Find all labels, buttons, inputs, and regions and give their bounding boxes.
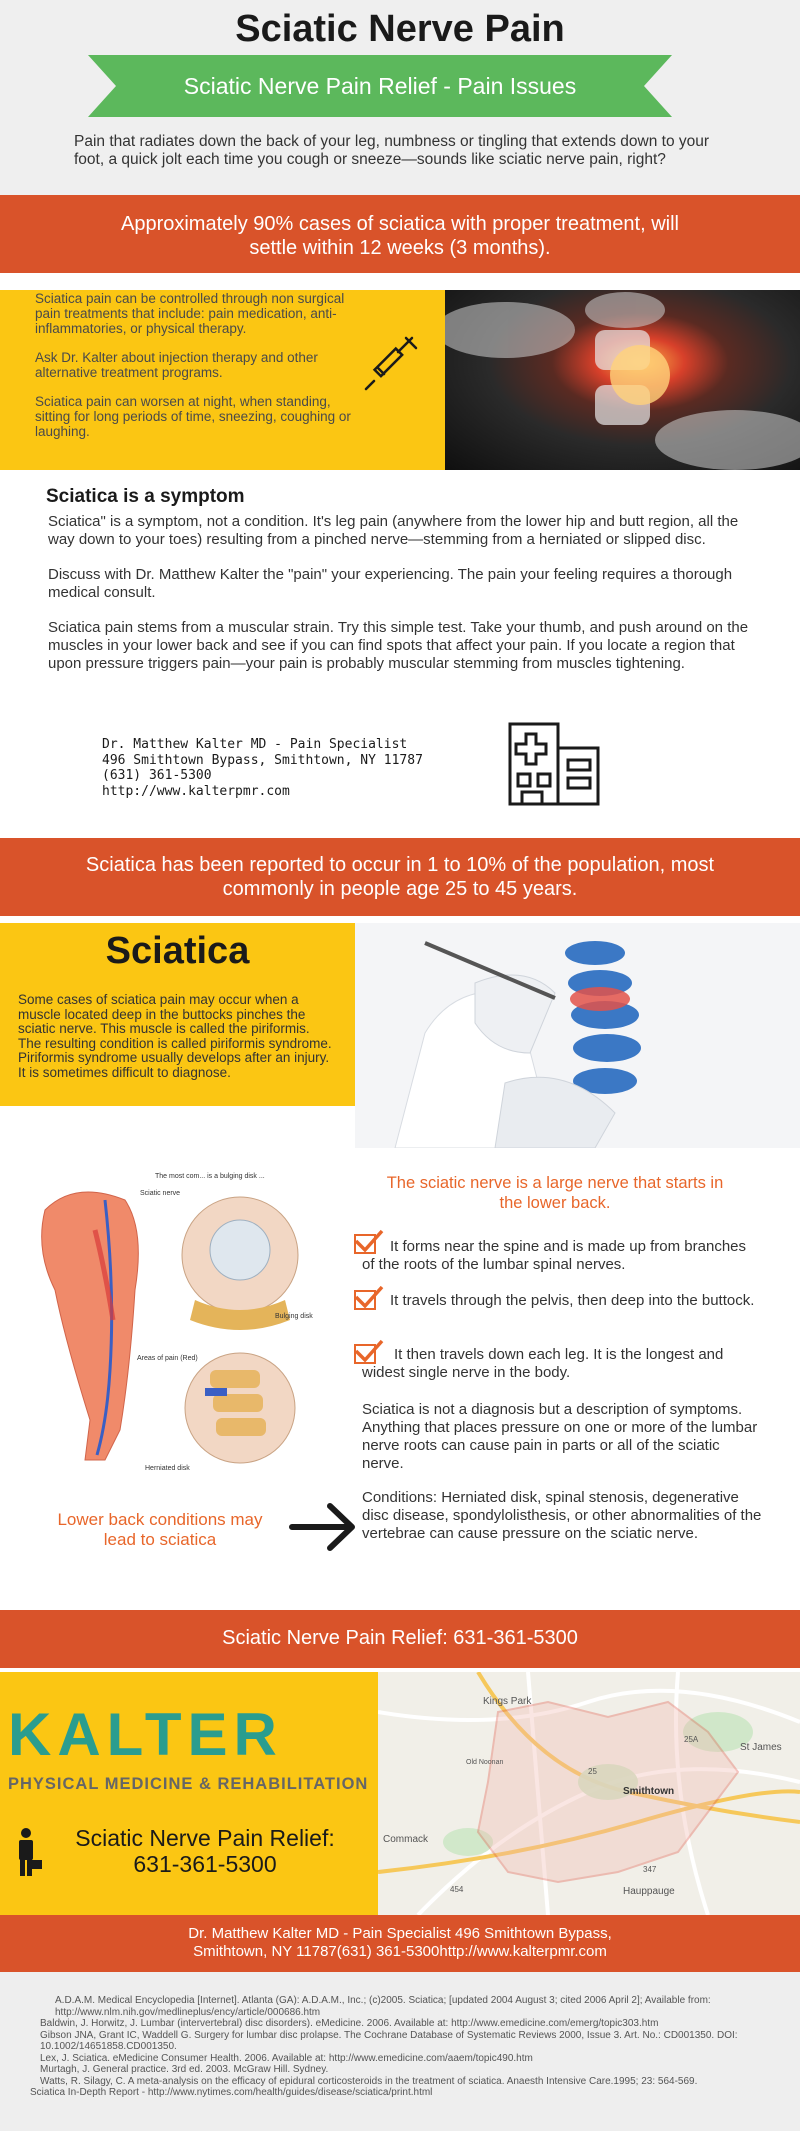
nerve-diagnosis-text: Sciatica is not a diagnosis but a description of symptoms. Anything that places pressure on one or more of the lumbar nerve roots can cause pain in parts or all of the sciatic nerve. <box>362 1401 758 1472</box>
symptom-text <box>48 513 758 690</box>
doctor-spine-photo <box>355 923 800 1148</box>
label-areas-of-pain: Areas of pain (Red) <box>137 1355 198 1362</box>
reference-item: Gibson JNA, Grant IC, Waddell G. Surgery for lumbar disc prolapse. The Cochrane Database of Systematic Reviews 2000, Issue 3. Art. No.: CD001350. DOI: 10.1002/14651858.CD001350. <box>40 2029 738 2052</box>
lower-back-callout: Lower back conditions may lead to sciatica <box>57 1510 263 1549</box>
references-list <box>30 1995 780 2099</box>
nerve-conditions-text: Conditions: Herniated disk, spinal stenosis, degenerative disc disease, spondylolisthesis, or other abnormalities of the vertebrae can cause pressure on the sciatic nerve. <box>362 1489 762 1542</box>
reference-item: Lex, J. Sciatica. eMedicine Consumer Health. 2006. Available at: http://www.emedicine.com/aaem/topic490.htm <box>40 2052 533 2064</box>
sciatica-text: Some cases of sciatica pain may occur when a muscle located deep in the buttocks pinches the sciatic nerve. This muscle is called the piriformis. The resulting condition is called piriformis syndrome. Piriformis syndrome usually develops after an injury. It is sometimes difficult to diagnose. <box>18 992 332 1080</box>
map-label-25: 25 <box>588 1767 597 1776</box>
syringe-icon <box>360 330 420 395</box>
map-label-smithtown: Smithtown <box>623 1786 675 1797</box>
stat-band-population-text: Sciatica has been reported to occur in 1 to 10% of the population, most commonly in people age 25 to 45 years. <box>85 854 715 900</box>
contact-band <box>0 1915 800 1972</box>
symptom-p3: Sciatica pain stems from a muscular strain. Try this simple test. Take your thumb, and push around on the muscles in your lower back and see if you can find spots that affect your pain. If you locate a region that upon pressure triggers pain—your pain is probably muscular stemming from muscles tightening. <box>48 619 749 672</box>
location-map[interactable] <box>378 1672 800 1915</box>
clinic-address <box>102 737 423 799</box>
symptom-heading: Sciatica is a symptom <box>46 486 245 507</box>
phone-band-text[interactable]: Sciatic Nerve Pain Relief: 631-361-5300 <box>222 1627 578 1649</box>
sciatic-anatomy-diagram <box>35 1170 365 1475</box>
map-label-454: 454 <box>450 1885 464 1894</box>
map-label-hauppauge: Hauppauge <box>623 1886 675 1897</box>
kalter-logo: KALTER <box>8 1701 283 1768</box>
reference-item: Watts, R. Silagy, C. A meta-analysis on the efficacy of epidural corticosteroids in the treatment of sciatica. Anaesth Intensive Care.1995; 23: 564-569. <box>40 2075 698 2087</box>
relief-line-1: Sciatic Nerve Pain Relief: <box>75 1825 335 1851</box>
kalter-logo-subtitle: PHYSICAL MEDICINE & REHABILITATION <box>8 1775 369 1793</box>
map-label-st-james: St James <box>740 1742 782 1753</box>
label-herniated-disk: Herniated disk <box>145 1465 190 1472</box>
nerve-fact-1: It forms near the spine and is made up from branches of the roots of the lumbar spinal nerves. <box>362 1238 747 1273</box>
map-label-commack: Commack <box>383 1834 429 1845</box>
sciatic-nerve-heading: The sciatic nerve is a large nerve that starts in the lower back. <box>386 1174 724 1212</box>
clinic-street: 496 Smithtown Bypass, Smithtown, NY 11787 <box>102 752 423 768</box>
clinic-phone[interactable]: (631) 361-5300 <box>102 768 212 783</box>
label-sciatic-nerve: Sciatic nerve <box>140 1190 181 1197</box>
relief-phone[interactable] <box>55 1825 355 1877</box>
treatment-p1: Sciatica pain can be controlled through non surgical pain treatments that include: pain medication, anti-inflammatories, or physical therapy. <box>35 291 345 336</box>
reference-item: Baldwin, J. Horwitz, J. Lumbar (intervertebral) disc disorders). eMedicine. 2006. Available at: http://www.emedicine.com/emerg/topic303.htm <box>40 2018 659 2029</box>
spine-illustration <box>445 290 800 470</box>
map-label-old-noonan: Old Noonan <box>466 1759 504 1766</box>
treatment-text <box>35 291 357 471</box>
nerve-fact-2: It travels through the pelvis, then deep into the buttock. <box>390 1292 755 1309</box>
anatomy-illustration <box>35 1170 365 1475</box>
sciatica-heading: Sciatica <box>105 930 250 972</box>
contact-band-text: Dr. Matthew Kalter MD - Pain Specialist 496 Smithtown Bypass, Smithtown, NY 11787(631) 361-5300http://www.kalterpmr.com <box>188 1925 612 1960</box>
reference-item: A.D.A.M. Medical Encyclopedia [Internet]. Atlanta (GA): A.D.A.M., Inc.; (c)2005. Sciatica; [updated 2004 August 3; cited 2006 April 2]; Available from: http://www.nlm.nih.gov/medlineplus/ency/article/000686.htm <box>55 1995 711 2018</box>
relief-line-2: 631-361-5300 <box>133 1851 277 1877</box>
treatment-p3: Sciatica pain can worsen at night, when standing, sitting for long periods of time, sneezing, coughing or laughing. <box>35 394 351 439</box>
page-title: Sciatic Nerve Pain <box>235 8 565 50</box>
stat-band-recovery <box>0 195 800 273</box>
stat-band-population <box>0 838 800 916</box>
nerve-fact-3: It then travels down each leg. It is the longest and widest single nerve in the body. <box>362 1346 724 1381</box>
clinic-name: Dr. Matthew Kalter MD - Pain Specialist <box>102 737 408 752</box>
ribbon-banner <box>88 55 672 117</box>
map-illustration <box>378 1672 800 1915</box>
arrow-right-icon <box>288 1500 360 1554</box>
symptom-p1: Sciatica" is a symptom, not a condition. It's leg pain (anywhere from the lower hip and butt region, all the way down to your toes) resulting from a pinched nerve—stemming from a herniated or slipped disc. <box>48 513 739 548</box>
phone-band <box>0 1610 800 1668</box>
intro-text: Pain that radiates down the back of your leg, numbness or tingling that extends down to your foot, a quick jolt each time you cough or sneeze—sounds like sciatic nerve pain, right? <box>74 133 710 168</box>
stat-band-recovery-text: Approximately 90% cases of sciatica with proper treatment, will settle within 12 weeks (3 months). <box>120 213 679 259</box>
map-label-kings-park: Kings Park <box>483 1696 532 1707</box>
symptom-p2: Discuss with Dr. Matthew Kalter the "pain" your experiencing. The pain your feeling requires a thorough medical consult. <box>48 566 733 601</box>
person-icon <box>14 1828 44 1878</box>
map-label-347: 347 <box>643 1865 657 1874</box>
clinic-url[interactable]: http://www.kalterpmr.com <box>102 783 290 799</box>
spine-pain-photo <box>445 290 800 470</box>
ribbon-text: Sciatic Nerve Pain Relief - Pain Issues <box>183 73 577 99</box>
doctor-illustration <box>355 923 800 1148</box>
map-label-25a: 25A <box>684 1735 699 1744</box>
label-most-common: The most com... is a bulging disk ... <box>155 1173 265 1180</box>
label-bulging-disk: Bulging disk <box>275 1313 313 1320</box>
hospital-icon <box>506 720 604 808</box>
reference-item: Murtagh, J. General practice. 3rd ed. 2003. McGraw Hill. Sydney. <box>40 2064 329 2075</box>
reference-item: Sciatica In-Depth Report - http://www.nytimes.com/health/guides/disease/sciatica/print.html <box>30 2087 433 2098</box>
treatment-p2: Ask Dr. Kalter about injection therapy and other alternative treatment programs. <box>35 350 318 380</box>
